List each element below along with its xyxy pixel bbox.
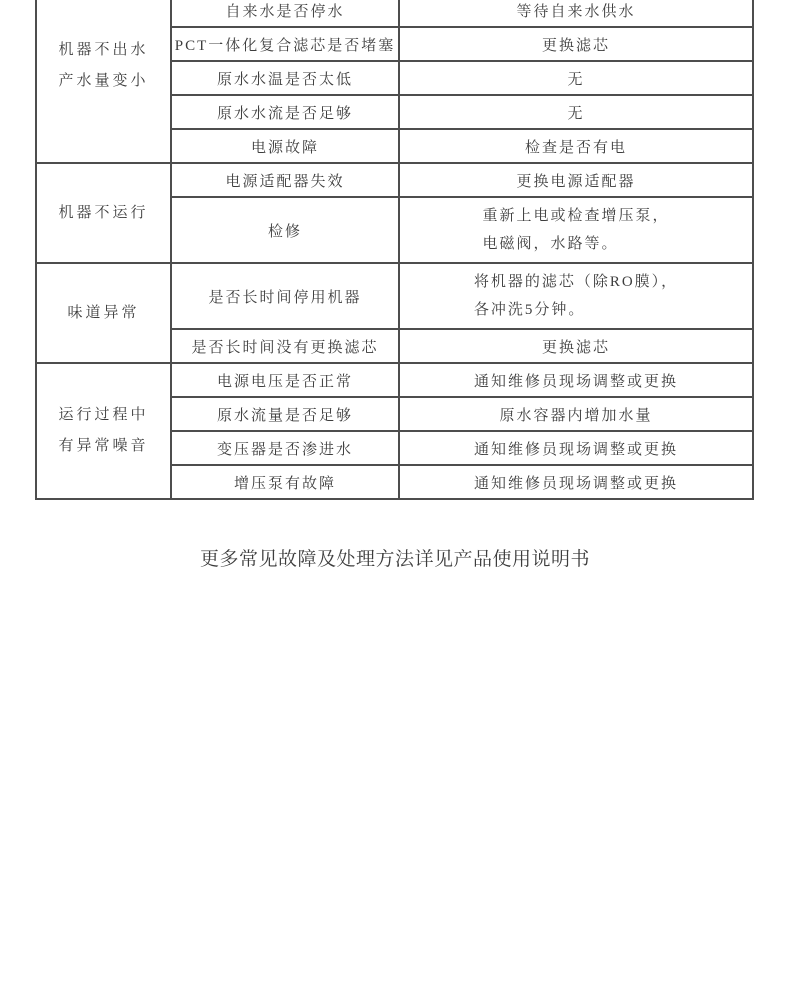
solution-cell: 通知维修员现场调整或更换 [399, 363, 753, 397]
table-row [36, 363, 753, 397]
problem-line: 味道异常 [67, 304, 140, 321]
table-row [36, 0, 753, 27]
solution-line: 电磁阀，水路等。 [482, 236, 619, 252]
table-row [36, 163, 753, 197]
solution-cell: 更换滤芯 [399, 329, 753, 363]
solution-line: 各冲洗5分钟。 [473, 302, 586, 318]
cause-cell: 增压泵有故障 [171, 465, 399, 499]
solution-line: 将机器的滤芯（除RO膜）， [473, 274, 679, 290]
cause-cell: 检修 [171, 197, 399, 263]
footer-note: 更多常见故障及处理方法详见产品使用说明书 [199, 549, 590, 570]
cause-cell: 电源电压是否正常 [171, 363, 399, 397]
solution-cell [399, 197, 753, 263]
solution-cell: 无 [399, 61, 753, 95]
problem-cell [36, 163, 171, 263]
problem-line: 有异常噪音 [58, 438, 149, 454]
problem-line: 机器不运行 [58, 204, 149, 221]
cause-cell: PCT一体化复合滤芯是否堵塞 [171, 27, 399, 61]
problem-cell [36, 0, 171, 163]
solution-cell: 无 [399, 95, 753, 129]
problem-cell [36, 263, 171, 363]
solution-cell: 原水容器内增加水量 [399, 397, 753, 431]
solution-cell [399, 263, 753, 329]
problem-line: 运行过程中 [58, 407, 149, 423]
cause-cell: 自来水是否停水 [171, 0, 399, 27]
cause-cell: 电源故障 [171, 129, 399, 163]
cause-cell: 是否长时间停用机器 [171, 263, 399, 329]
cause-cell: 原水流量是否足够 [171, 397, 399, 431]
problem-line: 机器不出水 [58, 42, 149, 58]
problem-cell [36, 363, 171, 499]
solution-cell: 等待自来水供水 [399, 0, 753, 27]
table-row [36, 263, 753, 329]
solution-cell: 通知维修员现场调整或更换 [399, 465, 753, 499]
cause-cell: 变压器是否渗进水 [171, 431, 399, 465]
solution-multiline [474, 268, 678, 324]
solution-multiline [482, 202, 669, 258]
solution-cell: 更换电源适配器 [399, 163, 753, 197]
cause-cell: 原水水温是否太低 [171, 61, 399, 95]
cause-cell: 是否长时间没有更换滤芯 [171, 329, 399, 363]
table-region [35, 0, 756, 500]
cause-cell: 原水水流是否足够 [171, 95, 399, 129]
solution-cell: 通知维修员现场调整或更换 [399, 431, 753, 465]
cause-cell: 电源适配器失效 [171, 163, 399, 197]
solution-cell: 检查是否有电 [399, 129, 753, 163]
solution-line: 重新上电或检查增压泵， [482, 208, 670, 224]
solution-cell: 更换滤芯 [399, 27, 753, 61]
troubleshooting-table [35, 0, 754, 500]
problem-line: 产水量变小 [58, 73, 149, 89]
